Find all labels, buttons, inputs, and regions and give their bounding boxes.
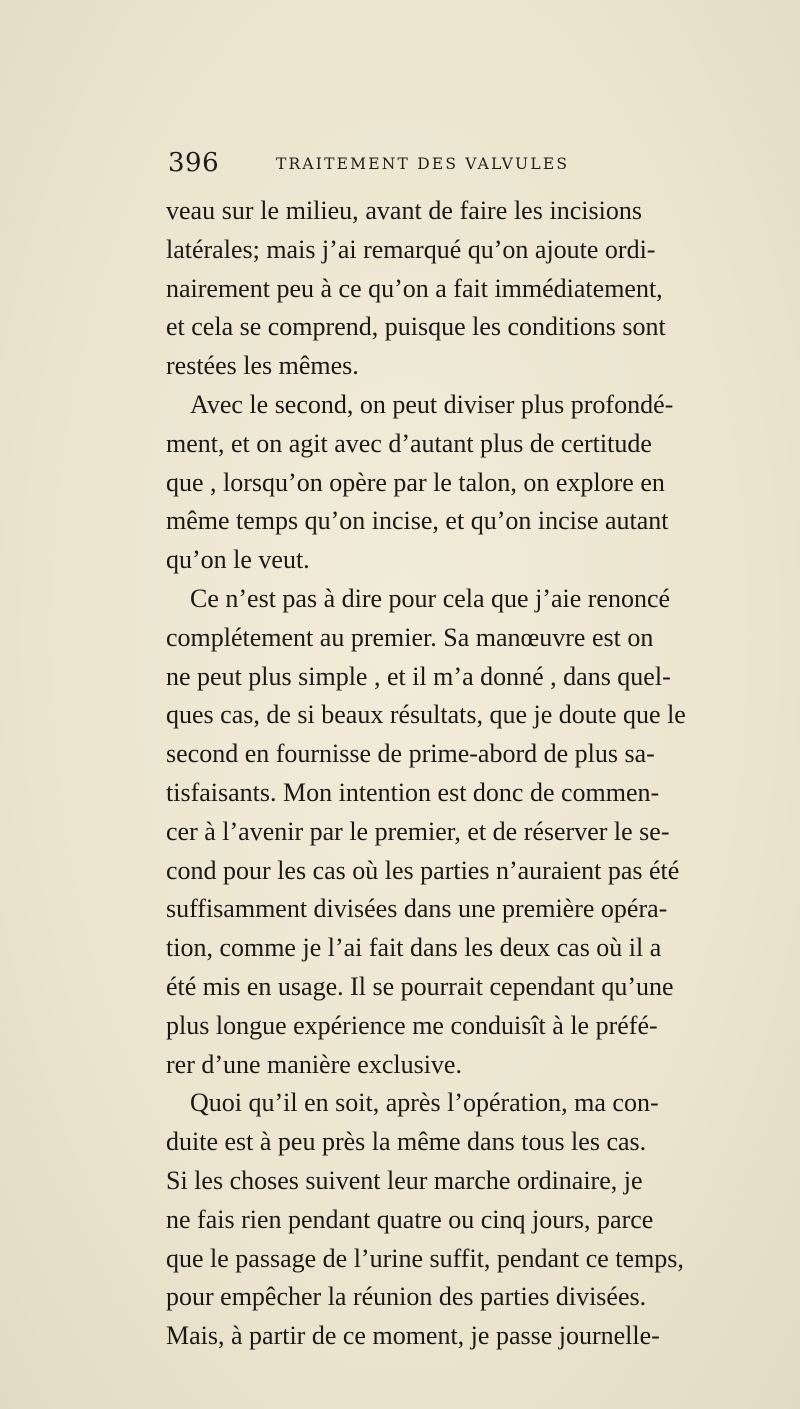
paragraph-start-line: Quoi qu’il en soit, après l’opération, ma con-: [190, 1088, 659, 1118]
text-line: et cela se comprend, puisque les conditions sont: [166, 312, 666, 342]
text-line: complétement au premier. Sa manœuvre est on: [166, 622, 654, 652]
text-line: pour empêcher la réunion des parties divisées.: [166, 1282, 647, 1312]
text-line: que le passage de l’urine suffit, pendant ce temps,: [166, 1243, 684, 1273]
text-line: veau sur le milieu, avant de faire les incisions: [166, 196, 642, 225]
text-line: Si les choses suivent leur marche ordinaire, je: [166, 1165, 643, 1195]
text-line: ne peut plus simple , et il m’a donné , dans quel-: [166, 661, 671, 691]
page-header: [168, 148, 638, 178]
text-line: tisfaisants. Mon intention est donc de commen-: [166, 777, 660, 807]
text-line: ne fais rien pendant quatre ou cinq jours, parce: [166, 1204, 654, 1234]
paragraph-start-line: Avec le second, on peut diviser plus profondé-: [190, 389, 674, 419]
running-head: TRAITEMENT DES VALVULES: [276, 155, 570, 173]
text-line: latérales; mais j’ai remarqué qu’on ajoute ordi-: [166, 234, 656, 264]
text-line: rer d’une manière exclusive.: [166, 1049, 462, 1079]
text-line: ment, et on agit avec d’autant plus de certitude: [166, 428, 652, 458]
text-line: plus longue expérience me conduisît à le préfé-: [166, 1010, 658, 1040]
body-text: [166, 192, 686, 1356]
text-line: été mis en usage. Il se pourrait cependant qu’une: [166, 971, 674, 1001]
text-line: duite est à peu près la même dans tous les cas.: [166, 1127, 647, 1157]
text-line: tion, comme je l’ai fait dans les deux cas où il a: [166, 933, 662, 963]
text-line: cond pour les cas où les parties n’auraient pas été: [166, 855, 680, 885]
text-line: nairement peu à ce qu’on a fait immédiatement,: [166, 273, 663, 303]
paragraph-start-line: Ce n’est pas à dire pour cela que j’aie renoncé: [190, 583, 671, 613]
text-line: qu’on le veut.: [166, 545, 310, 575]
text-line: suffisamment divisées dans une première opéra-: [166, 894, 668, 924]
text-line: ques cas, de si beaux résultats, que je doute que le: [166, 700, 686, 730]
text-line: second en fournisse de prime-abord de plus sa-: [166, 739, 655, 769]
text-line: cer à l’avenir par le premier, et de réserver le se-: [166, 816, 670, 846]
text-line: même temps qu’on incise, et qu’on incise autant: [166, 506, 669, 536]
text-line: que , lorsqu’on opère par le talon, on explore en: [166, 467, 665, 497]
text-line: restées les mêmes.: [166, 351, 359, 381]
text-line: Mais, à partir de ce moment, je passe journelle-: [166, 1321, 660, 1351]
page-number: 396: [168, 148, 220, 178]
